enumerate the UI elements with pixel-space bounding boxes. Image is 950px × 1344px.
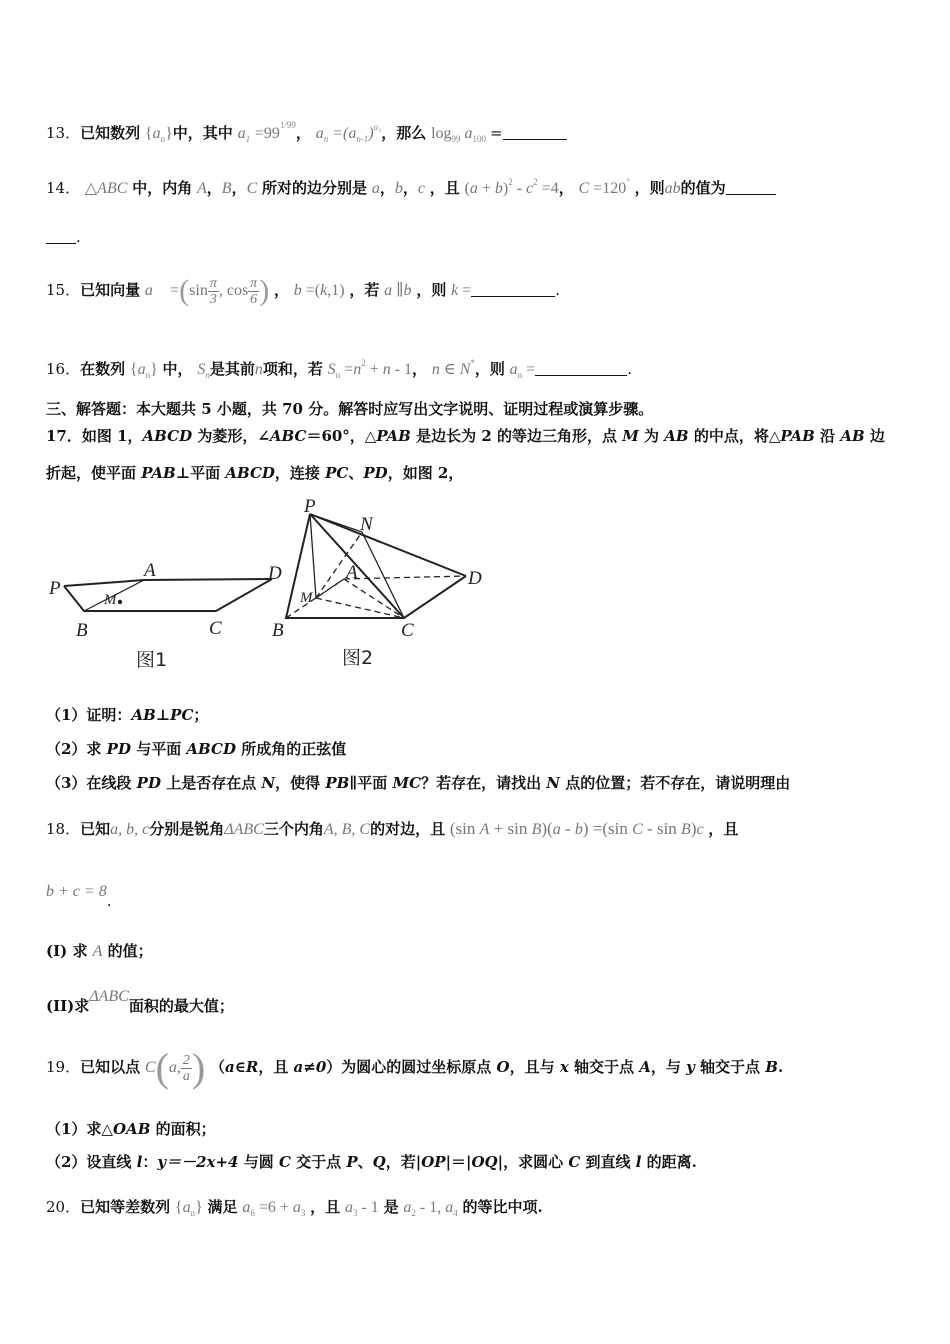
answer-blank: [503, 125, 567, 140]
answer-blank: [471, 282, 555, 297]
math-seq-an: $\{a_n\}$: [144, 125, 173, 144]
math-condition: $(a + b)^2 - c^2 =4$: [464, 177, 559, 197]
math-sn: $S_n =n^2 + n - 1$: [327, 358, 413, 380]
math-triangle: △ABC: [84, 180, 128, 197]
question-19: 19．已知以点 C(a, $\frac{2}{a}$ ) （a∈R，且 a≠0）为圆心的圆过坐标原点 O，且与 x 轴交于点 A，与 y 轴交于点 B.: [46, 1045, 784, 1090]
question-19-part-1: （1）求△OAB 的面积；: [46, 1120, 216, 1138]
section-heading: 三、解答题：本大题共 5 小题，共 70 分。解答时应写出文字说明、证明过程或演算步骤。: [46, 400, 654, 418]
question-17-part-1: （1）证明：AB⊥PC；: [46, 706, 209, 724]
question-18-part-1: (I) 求 A 的值；: [46, 942, 153, 960]
answer-blank: [535, 361, 627, 376]
question-15: 15．已知向量 a⃗ =(sin $\frac{\pi}{3}$ , cos $\frac{\pi}{6}$ ) ， b =(k,1) ，若 a ∥b ，则 k = .: [46, 274, 561, 307]
question-14: 14． △ABC 中，内角 A，B，C 所对的边分别是 a，b，c ，且 $(a + b)^2 - c^2 =4$， C =120° ，则ab的值为: [46, 171, 910, 200]
question-17-part-3: （3）在线段 PD 上是否存在点 N，使得 PB∥平面 MC？若存在，请找出 N 点的位置；若不存在，请说明理由: [46, 774, 791, 792]
figure-2-caption: 图2: [342, 647, 374, 669]
label-b-fig1: B: [76, 620, 88, 641]
label-c-fig1: C: [209, 618, 222, 639]
label-p-fig2: P: [304, 496, 316, 517]
answer-blank: [726, 180, 776, 195]
label-b-fig2: B: [272, 620, 284, 641]
label-a-fig2: A: [346, 562, 358, 583]
math-condition-18: (sin A + sin B)(a - b) =(sin C - sin B)c: [449, 819, 704, 838]
math-an-rec: $a_n =(a_{n-1})^{a_1}$: [315, 122, 382, 144]
math-a1: $a_1$: [237, 125, 251, 144]
question-13: 13．已知数列 $\{a_n\}$中，其中 $a_1 =99^{1/99}$， $a_n =(a_{n-1})^{a_1}$，那么 $\log_{99} a_{100}$ =: [46, 114, 910, 150]
question-18-part-2: (II)求ΔABC面积的最大值；: [46, 988, 234, 1015]
question-20: 20．已知等差数列 $\{a_n\}$ 满足 $a_6 =6 + a_3$ ，且 $a_3 - 1$ 是 $a_2 - 1$, $a_4$ 的等比中项.: [46, 1198, 543, 1218]
figure-1: [64, 579, 272, 611]
point-m-fig1: [118, 600, 122, 604]
label-p-fig1: P: [49, 578, 61, 599]
math-vector-a: a⃗: [144, 282, 166, 299]
label-d-fig1: D: [268, 563, 282, 584]
answer-blank: [46, 229, 76, 244]
geometry-figure: [44, 494, 494, 674]
label-d-fig2: D: [468, 568, 482, 589]
question-19-part-2: （2）设直线 l：y＝－2x+4 与圆 C 交于点 P、Q，若|OP|＝|OQ|，求圆心 C 到直线 l 的距离.: [46, 1153, 697, 1171]
math-a6: $a_6 =6 + a_3$: [242, 1199, 306, 1218]
label-c-fig2: C: [401, 620, 414, 641]
figure-2: [286, 514, 466, 618]
label-n-fig2: N: [360, 514, 373, 535]
figure-1-caption: 图1: [136, 649, 168, 671]
question-18-cond2: b + c = 8.: [46, 883, 112, 910]
label-m-fig1: M: [104, 592, 117, 608]
question-17-line2: 折起，使平面 PAB⊥平面 ABCD，连接 PC、PD，如图 2，: [46, 464, 464, 482]
question-16: 16．在数列 $\{a_n\}$ 中， $S_n$是其前n项和，若 $S_n =n^2 + n - 1$， n ∈ N*，则 $a_n$ = .: [46, 358, 632, 380]
question-14-cont: .: [46, 226, 910, 248]
label-m-fig2: M: [300, 590, 313, 606]
question-18: 18．已知a, b, c分别是锐角ΔABC三个内角A, B, C的对边，且 (sin A + sin B)(a - b) =(sin C - sin B)c ，且: [46, 819, 739, 838]
label-a-fig1: A: [144, 560, 156, 581]
question-17-line1: 17．如图 1，ABCD 为菱形，∠ABC＝60°，△PAB 是边长为 2 的等边三角形，点 M 为 AB 的中点，将△PAB 沿 AB 边: [46, 427, 885, 445]
math-vector-b: b =(k,1): [293, 282, 345, 299]
question-17-part-2: （2）求 PD 与平面 ABCD 所成角的正弦值: [46, 740, 347, 758]
math-log: $\log_{99} a_{100}$: [431, 125, 487, 144]
